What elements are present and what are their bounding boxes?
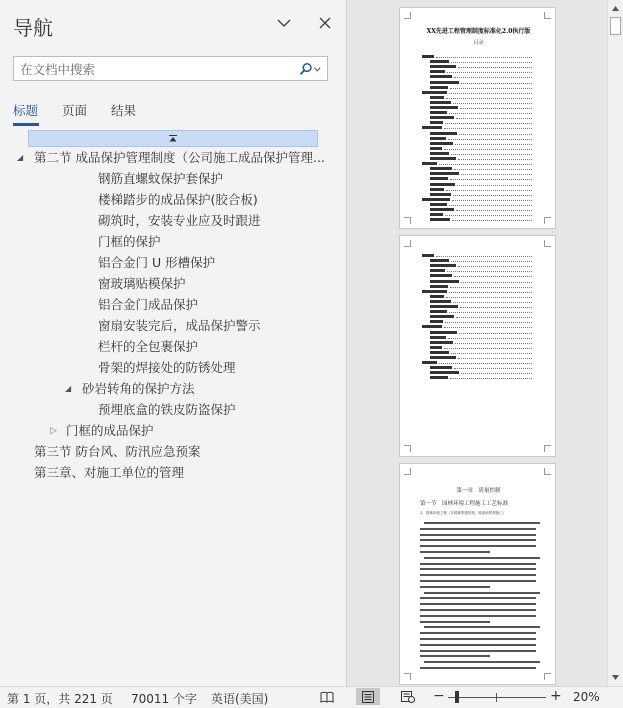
heading-item[interactable]: 骨架的焊接处的防锈处理 [98,360,236,375]
toc-entry-text [430,116,454,119]
toc-entry-text [430,121,443,124]
heading-item[interactable]: 铝合金门 U 形槽保护 [98,255,216,270]
toc-leader-line [445,122,532,124]
heading-item[interactable]: 第三章、对施工单位的管理 [34,465,185,480]
body-text-line [420,545,536,547]
close-icon[interactable] [312,10,338,36]
body-text-line [420,655,490,657]
body-text-line [420,597,536,599]
toc-leader-line [451,260,532,262]
toc-leader-line [446,189,532,191]
body-text-line [420,574,536,576]
toc-entry-text [430,208,454,211]
toc-leader-line [459,133,532,135]
toc-leader-line [452,199,532,201]
toc-leader-line [445,321,532,323]
toc-entry-text [430,167,452,170]
body-text-line [420,667,536,669]
toc-leader-line [451,153,532,155]
toc-leader-line [445,214,532,216]
crop-mark [404,673,411,680]
heading-item[interactable]: 砌筑时，安装专业应及时跟进 [98,213,261,228]
toc-entry-text [430,274,452,277]
toc-leader-line [446,296,532,298]
toc-entry-text [430,305,458,308]
toc-leader-line [446,97,532,99]
page-thumbnail-3[interactable] [399,463,556,685]
toc-leader-line [453,194,532,196]
crop-mark [544,217,551,224]
toc-leader-line [456,209,532,211]
toc-leader-line [460,107,532,109]
toc-leader-line [449,311,532,313]
language-status[interactable]: 英语(美国) [211,692,269,706]
toc-entry-text [422,361,437,364]
toc-leader-line [453,102,532,104]
toc-entry-text [430,101,451,104]
heading-item[interactable]: 窗玻璃贴模保护 [98,276,186,291]
toc-leader-line [457,184,532,186]
toc-leader-line [460,306,532,308]
scroll-down-arrow[interactable] [608,670,623,685]
body-text-line [424,592,540,594]
toc-leader-line [451,352,532,354]
toc-entry-text [430,172,459,175]
toc-leader-line [452,219,532,221]
toc-leader-line [461,82,532,84]
crop-mark [404,468,411,475]
toc-entry-text [422,126,442,129]
page-3-item: 1、园林环境工程（含园林景观结构、坡道和景观施工） [420,511,507,515]
toc-entry-text [430,203,447,206]
toc-entry-text [430,356,456,359]
body-text-line [420,568,536,570]
toc-entry-text [430,310,447,313]
expand-collapse-icon[interactable]: ▷ [50,426,57,436]
chevron-down-icon [314,67,321,72]
expand-collapse-icon[interactable]: ◢ [17,153,24,162]
toc-entry-text [430,259,449,262]
zoom-slider-center-tick [496,693,497,702]
toc-leader-line [449,92,532,94]
toc-entry-text [430,300,451,303]
toc-entry-text [430,157,456,160]
heading-item[interactable]: 第二节 成品保护管理制度（公司施工成品保护管理... [34,150,325,165]
expand-collapse-icon[interactable]: ◢ [65,384,72,393]
toc-entry-text [430,351,449,354]
toc-entry-text [430,142,453,145]
toc-entry-text [430,75,452,78]
body-text-line [424,626,540,628]
toc-leader-line [454,367,532,369]
body-text-line [420,632,536,634]
toc-leader-line [448,138,532,140]
body-text-line [420,638,536,640]
toc-entry-text [430,376,448,379]
heading-item[interactable]: 门框的保护 [98,234,161,249]
toc-entry-text [430,106,458,109]
toc-entry-text [430,280,459,283]
toc-entry-text [430,320,443,323]
crop-mark [544,445,551,452]
crop-mark [544,468,551,475]
toc-leader-line [461,173,532,175]
crop-mark [544,673,551,680]
toc-entry-text [430,331,457,334]
toc-leader-line [448,337,532,339]
toc-entry-text [430,371,459,374]
body-text-line [420,650,536,652]
toc-entry-text [430,188,444,191]
body-text-line [420,609,536,611]
toc-entry-text [430,183,455,186]
crop-mark [404,217,411,224]
toc-entry-text [430,111,447,114]
page-1-subtitle: 目录 [473,40,484,46]
collapse-up-icon [169,135,177,142]
search-icon [299,62,312,76]
toc-entry-text [430,285,448,288]
toc-leader-line [455,342,532,344]
toc-entry-text [430,264,456,267]
toc-leader-line [454,168,532,170]
read-mode-icon[interactable] [318,689,336,705]
body-text-line [420,603,536,605]
crop-mark [544,12,551,19]
body-text-line [420,586,490,588]
toc-entry-text [430,269,445,272]
toc-leader-line [449,291,532,293]
toc-leader-line [458,66,532,68]
status-bar [0,686,623,708]
body-text-line [424,557,540,559]
toc-leader-line [449,112,532,114]
body-text-line [420,621,490,623]
toc-leader-line [447,71,532,73]
toc-leader-line [461,281,532,283]
toc-leader-line [455,143,532,145]
zoom-slider-track[interactable] [448,697,546,698]
toc-entry-text [430,70,445,73]
toc-leader-line [451,61,532,63]
toc-entry-text [430,81,459,84]
toc-entry-text [422,162,437,165]
tab-pages[interactable]: 页面 [62,103,88,118]
toc-leader-line [439,163,532,165]
toc-entry-text [422,55,434,58]
toc-entry-text [430,86,448,89]
toc-entry-text [430,295,444,298]
chevron-down-icon[interactable] [271,10,297,36]
toc-entry-text [430,132,457,135]
heading-item[interactable]: 楼梯踏步的成品保护(胶合板) [98,192,258,207]
toc-leader-line [458,158,532,160]
toc-leader-line [444,326,532,328]
toc-entry-text [422,325,442,328]
active-tab-indicator [13,123,39,126]
toc-leader-line [454,275,532,277]
toc-entry-text [430,346,442,349]
toc-leader-line [444,148,532,150]
toc-entry-text [430,341,453,344]
toc-leader-line [447,270,532,272]
page-thumbnail-1[interactable] [399,7,556,229]
toc-leader-line [439,362,532,364]
body-text-line [424,522,540,524]
toc-leader-line [444,347,532,349]
heading-item[interactable]: 窗扇安装完后，成品保护警示 [98,318,261,333]
toc-entry-text [430,177,448,180]
word-count-status[interactable]: 70011 个字 [131,692,197,706]
toc-leader-line [459,332,532,334]
zoom-out-button[interactable]: − [433,688,445,704]
heading-item[interactable]: 栏杆的全包裹保护 [98,339,199,354]
heading-item[interactable]: 钢筋直螺蚊保护套保护 [98,171,224,186]
web-layout-icon[interactable] [399,689,417,705]
toc-entry-text [422,91,447,94]
toc-leader-line [458,357,532,359]
toc-entry-text [430,336,446,339]
heading-item[interactable]: 铝合金门成品保护 [98,297,199,312]
toc-entry-text [430,315,454,318]
toc-entry-text [422,254,434,257]
heading-item[interactable]: 预埋底盒的铁皮防盗保护 [98,402,236,417]
toc-entry-text [430,213,443,216]
body-text-line [420,528,536,530]
toc-entry-text [430,96,444,99]
toc-entry-text [430,152,449,155]
toc-entry-text [430,65,456,68]
toc-entry-text [430,366,452,369]
tab-results[interactable]: 结果 [111,103,137,118]
nav-pane-title: 导航 [13,16,53,40]
heading-item[interactable]: 门框的成品保护 [66,423,154,438]
toc-entry-text [422,198,450,201]
vertical-scrollbar[interactable] [607,0,623,686]
body-text-line [420,539,536,541]
crop-mark [404,240,411,247]
search-dropdown-button[interactable] [299,61,321,77]
toc-entry-text [430,137,446,140]
toc-leader-line [450,178,532,180]
toc-entry-text [430,193,451,196]
toc-entry-text [422,290,447,293]
heading-item[interactable]: 砂岩转角的保护方法 [82,381,195,396]
page-count-status[interactable]: 第 1 页，共 221 页 [7,692,113,706]
page-3-section: 第一节 园林环境工程施工工艺标准 [420,501,509,507]
body-text-line [420,580,536,582]
tab-headings[interactable]: 标题 [13,103,39,118]
toc-entry-text [430,60,449,63]
toc-leader-line [453,301,532,303]
toc-leader-line [456,316,532,318]
body-text-line [420,644,536,646]
toc-leader-line [444,127,532,129]
scrollbar-thumb[interactable] [610,17,621,35]
page-thumbnail-2[interactable] [399,235,556,457]
body-text-line [420,534,536,536]
page-1-title: XX先进工程管理制度标准化2.0执行版 [426,28,531,35]
toc-leader-line [450,286,532,288]
toc-leader-line [450,377,532,379]
toc-leader-line [436,255,532,257]
page-thumbnails-area [348,0,607,686]
zoom-slider-thumb[interactable] [455,691,459,703]
toc-leader-line [449,204,532,206]
heading-item[interactable]: 第三节 防台风、防汛应急预案 [34,444,201,459]
crop-mark [404,12,411,19]
toc-entry-text [430,147,442,150]
toc-leader-line [454,76,532,78]
toc-leader-line [458,265,532,267]
body-text-line [420,563,536,565]
scroll-to-top-button[interactable] [28,130,318,147]
search-box [13,56,328,81]
print-layout-icon[interactable] [356,688,380,705]
zoom-in-button[interactable]: + [550,688,562,704]
scroll-up-arrow[interactable] [608,1,623,16]
crop-mark [544,240,551,247]
page-3-chapter: 第一章 质量控制 [456,488,501,494]
toc-leader-line [456,117,532,119]
body-text-line [420,615,536,617]
body-text-line [424,661,540,663]
toc-leader-line [436,56,532,58]
crop-mark [404,445,411,452]
zoom-level[interactable]: 20% [573,690,600,704]
toc-leader-line [450,87,532,89]
body-text-line [420,551,490,553]
toc-leader-line [461,372,532,374]
search-input[interactable] [20,60,290,78]
toc-entry-text [430,218,450,221]
